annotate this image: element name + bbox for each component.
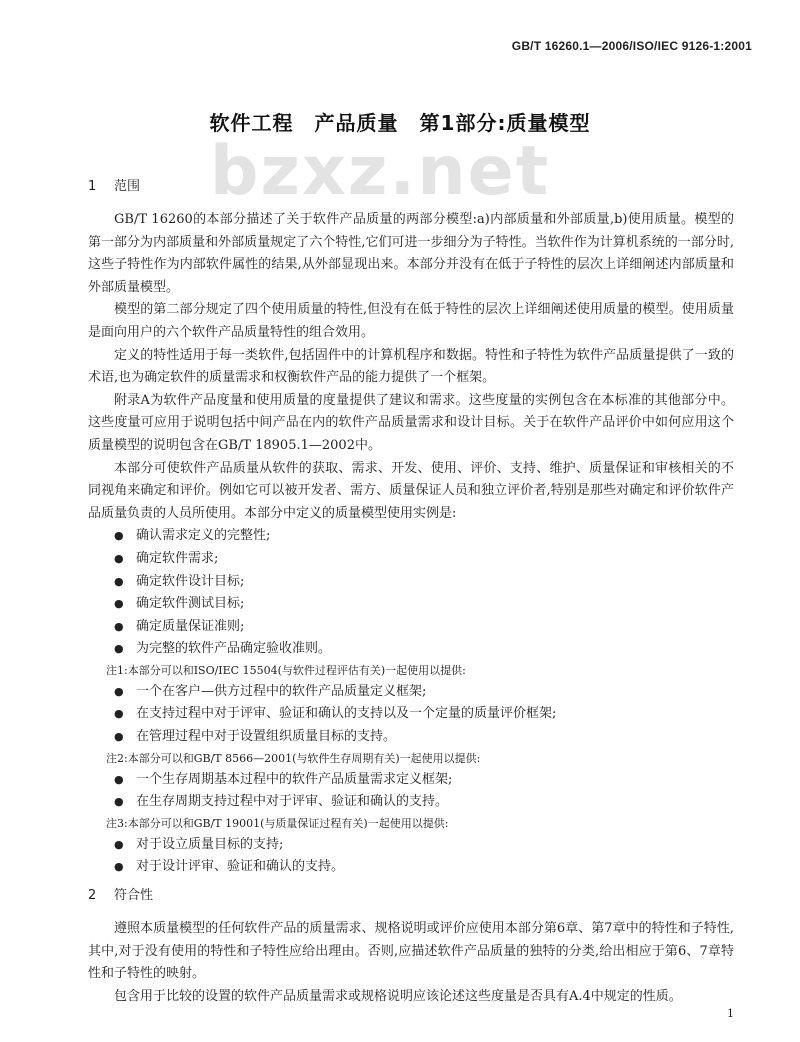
page-number: 1 — [727, 1007, 734, 1020]
bullet-icon: ● — [114, 772, 124, 786]
bullet-icon: ● — [114, 707, 124, 721]
bullet-icon: ● — [114, 551, 124, 565]
section-1-heading — [88, 176, 734, 205]
bullet-icon: ● — [114, 684, 124, 698]
paragraph: 本部分可使软件产品质量从软件的获取、需求、开发、使用、评价、支持、维护、质量保证和审核相关的不同视角来确定和评价。例如它可以被开发者、需方、质量保证人员和独立评价者,特别是那些对确定和评价软件产品质量负责的人员所使用。本部分中定义的质量模型使用实例是: — [88, 460, 734, 521]
paragraph: 定义的特性适用于每一类软件,包括固件中的计算机程序和数据。特性和子特性为软件产品质量提供了一致的术语,也为确定软件的质量需求和权衡软件产品的能力提供了一个框架。 — [88, 347, 734, 386]
list-item: ● 确定软件测试目标; — [114, 593, 734, 616]
bullet-icon: ● — [114, 730, 124, 744]
section-2-body — [88, 918, 734, 1008]
watermark: bzxz.net — [209, 132, 551, 211]
use-case-list — [88, 525, 734, 661]
list-item: ● 确定软件设计目标; — [114, 571, 734, 594]
note-2-list — [88, 769, 734, 814]
bullet-icon: ● — [114, 837, 124, 851]
section-number: 2 — [88, 888, 97, 904]
list-item: ● 一个在客户—供方过程中的软件产品质量定义框架; — [114, 681, 734, 704]
list-item: ● 确定质量保证准则; — [114, 616, 734, 639]
paragraph: 遵照本质量模型的任何软件产品的质量需求、规格说明或评价应使用本部分第6章、第7章中的特性和子特性,其中,对于没有使用的特性和子特性应给出理由。否则,应描述软件产品质量的独特的分类,给出相应于第6、7章特性和子特性的映射。 — [88, 921, 734, 982]
paragraph: GB/T 16260的本部分描述了关于软件产品质量的两部分模型:a)内部质量和外部质量,b)使用质量。模型的第一部分为内部质量和外部质量规定了六个特性,它们可进一步细分为子特性。当软件作为计算机系统的一部分时,这些子特性作为内部软件属性的结果,从外部显现出来。本部分并没有在低于子特性的层次上详细阐述内部质量和外部质量模型。 — [88, 212, 734, 295]
note-2: 注2:本部分可以和GB/T 8566—2001(与软件生存周期有关)一起使用以提供: — [106, 751, 481, 765]
list-item: ● 对于设立质量目标的支持; — [114, 834, 734, 857]
bullet-icon: ● — [114, 795, 124, 809]
bullet-icon: ● — [114, 574, 124, 588]
bullet-icon: ● — [114, 529, 124, 543]
section-title: 符合性 — [114, 888, 154, 904]
list-item: ● 在支持过程中对于评审、验证和确认的支持以及一个定量的质量评价框架; — [114, 703, 734, 726]
bullet-icon: ● — [114, 619, 124, 633]
list-item: ● 确认需求定义的完整性; — [114, 525, 734, 548]
bullet-icon: ● — [114, 597, 124, 611]
document-title: 软件工程 产品质量 第1部分:质量模型 — [209, 111, 591, 135]
list-item: ● 确定软件需求; — [114, 548, 734, 571]
section-number: 1 — [88, 179, 97, 194]
paragraph: 包含用于比较的设置的软件产品质量需求或规格说明应该论述这些度量是否具有A.4中规定的性质。 — [114, 988, 682, 1004]
note-1: 注1:本部分可以和ISO/IEC 15504(与软件过程评估有关)一起使用以提供: — [106, 663, 466, 677]
section-2-heading — [88, 885, 734, 914]
note-1-list — [88, 681, 734, 749]
standard-code: GB/T 16260.1—2006/ISO/IEC 9126-1:2001 — [511, 39, 752, 53]
list-item: ● 为完整的软件产品确定验收准则。 — [114, 638, 734, 661]
note-3-list — [88, 834, 734, 879]
list-item: ● 在管理过程中对于设置组织质量目标的支持。 — [114, 726, 734, 749]
paragraph: 模型的第二部分规定了四个使用质量的特性,但没有在低于特性的层次上详细阐述使用质量的模型。使用质量是面向用户的六个软件产品质量特性的组合效用。 — [88, 302, 734, 340]
list-item: ● 对于设计评审、验证和确认的支持。 — [114, 856, 734, 879]
paragraph: 附录A为软件产品度量和使用质量的度量提供了建议和需求。这些度量的实例包含在本标准的其他部分中。这些度量可应用于说明包括中间产品在内的软件产品质量需求和设计目标。关于在软件产品评价中如何应用这个质量模型的说明包含在GB/T 18905.1—2002中。 — [88, 392, 734, 453]
bullet-icon: ● — [114, 860, 124, 874]
bullet-icon: ● — [114, 642, 124, 656]
page-content — [88, 176, 734, 1008]
note-3: 注3:本部分可以和GB/T 19001(与质量保证过程有关)一起使用以提供: — [106, 816, 449, 830]
section-1-body — [88, 209, 734, 879]
list-item: ● 在生存周期支持过程中对于评审、验证和确认的支持。 — [114, 791, 734, 814]
list-item: ● 一个生存周期基本过程中的软件产品质量需求定义框架; — [114, 769, 734, 792]
section-title: 范围 — [114, 179, 141, 194]
